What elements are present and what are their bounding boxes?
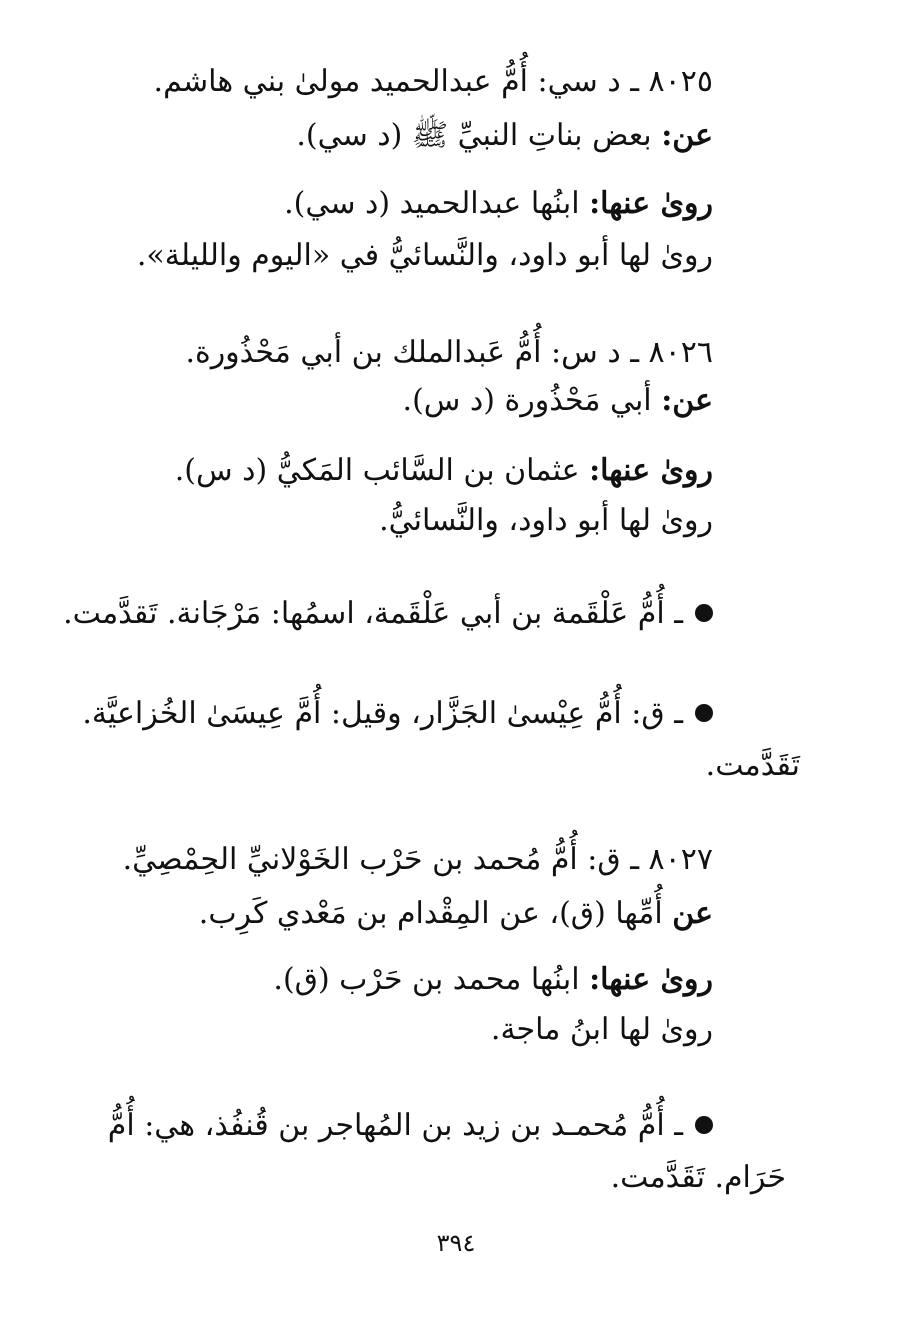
entry-8026-rawa	[175, 451, 713, 491]
entry-8025-header: ٨٠٢٥ ـ د سي: أُمُّ عبدالحميد مولىٰ بني هاشم.	[153, 64, 713, 99]
note-muhammad-text: ـ أُمُّ مُحمـد بن زيد بن المُهاجر بن قُنفُذ، هي: أُمُّ	[107, 1108, 683, 1143]
note-isa-line2: تَقَدَّمت.	[705, 748, 800, 783]
label-rawa: روىٰ عنها:	[589, 453, 713, 488]
entry-8025-an	[296, 116, 713, 156]
entry-8027-rawa-text: ابنُها محمد بن حَرْب (ق).	[273, 962, 580, 997]
entry-8027-narrated: روىٰ لها ابنُ ماجة.	[490, 1012, 713, 1047]
note-alqama-text: ـ أُمُّ عَلْقَمة بن أبي عَلْقَمة، اسمُها: مَرْجَانة. تَقدَّمت.	[63, 596, 683, 631]
bullet-icon	[695, 604, 713, 622]
entry-8025-rawa	[284, 184, 713, 224]
entry-8027-an-text: أُمِّها (ق)، عن المِقْدام بن مَعْدي كَرِب.	[198, 896, 663, 931]
note-isa-line1	[82, 694, 713, 734]
entry-8026-header: ٨٠٢٦ ـ د س: أُمُّ عَبدالملك بن أبي مَحْذُورة.	[185, 335, 713, 370]
note-muhammad-line2: حَرَام. تَقَدَّمت.	[610, 1160, 786, 1195]
label-an: عن	[672, 896, 713, 931]
entry-8027-an	[199, 894, 713, 934]
entry-8026-narrated: روىٰ لها أبو داود، والنَّسائيُّ.	[379, 503, 713, 538]
label-rawa: روىٰ عنها:	[589, 962, 713, 997]
bullet-icon	[695, 1116, 713, 1134]
entry-8027-rawa	[273, 960, 713, 1000]
note-muhammad-line1	[108, 1106, 713, 1146]
note-isa-text: ـ ق: أُمُّ عِيْسىٰ الجَزَّار، وقيل: أُمَّ عِيسَىٰ الخُزاعيَّة.	[82, 696, 683, 731]
label-an: عن:	[661, 383, 713, 418]
label-an: عن:	[661, 118, 713, 153]
page-number: ٣٩٤	[436, 1229, 476, 1257]
entry-8026-rawa-text: عثمان بن السَّائب المَكيُّ (د س).	[174, 453, 580, 488]
entry-8025-narrated: روىٰ لها أبو داود، والنَّسائيُّ في «اليوم والليلة».	[136, 238, 713, 273]
entry-8025-rawa-text: ابنُها عبدالحميد (د سي).	[284, 186, 580, 221]
entry-8025-an-text: بعض بناتِ النبيِّ ﷺ (د سي).	[296, 118, 652, 153]
entry-8026-an	[403, 381, 713, 421]
label-rawa: روىٰ عنها:	[589, 186, 713, 221]
entry-8027-header: ٨٠٢٧ ـ ق: أُمُّ مُحمد بن حَرْب الخَوْلانيِّ الحِمْصِيِّ.	[122, 842, 713, 877]
note-alqama	[63, 594, 713, 634]
entry-8026-an-text: أبي مَحْذُورة (د س).	[402, 383, 652, 418]
bullet-icon	[695, 704, 713, 722]
